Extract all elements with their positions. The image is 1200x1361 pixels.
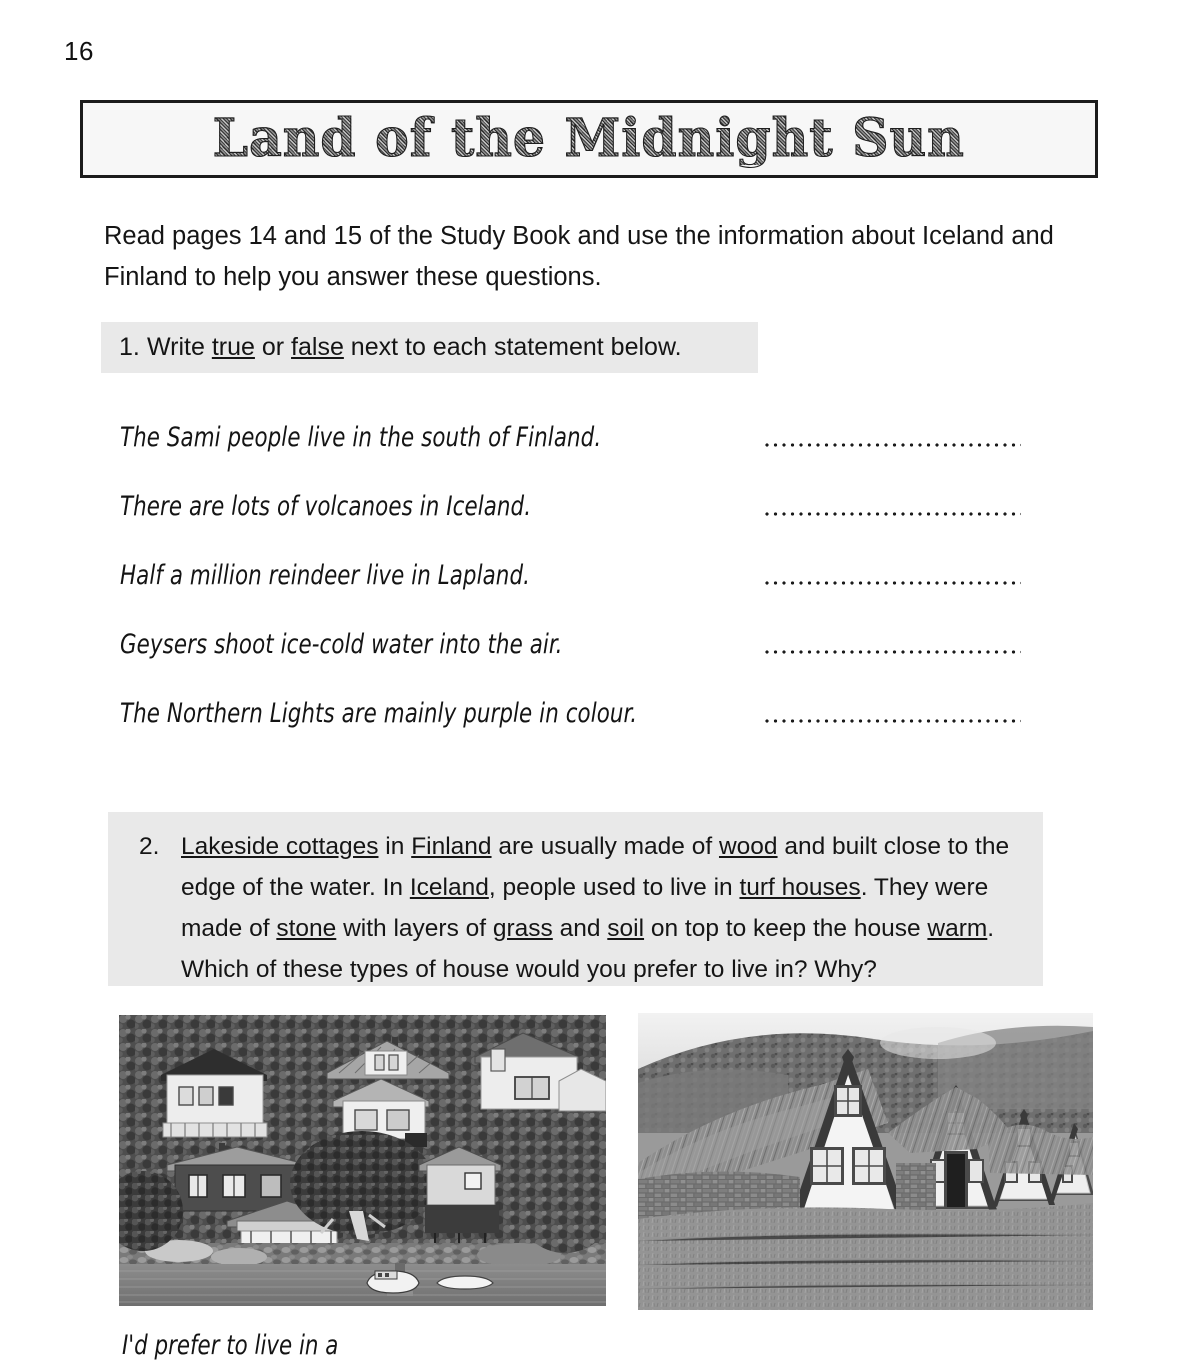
statement-row [120, 553, 1060, 622]
answer-line[interactable] [765, 650, 1021, 658]
q2-key-term: Lakeside cottages [181, 833, 379, 860]
q1-prompt-after: next to each statement below. [343, 333, 682, 361]
q2-key-term: wood [718, 833, 778, 860]
q2-key-term: warm [927, 915, 988, 942]
answer-prompt: I'd prefer to live in a [122, 1330, 339, 1361]
q2-text-run: and built close to the edge of the water. In [181, 833, 1010, 901]
intro-paragraph: Read pages 14 and 15 of the Study Book and use the information about Iceland and Finland to help you answer these questions. [104, 222, 1054, 291]
q2-key-term: turf houses [739, 874, 861, 901]
answer-line[interactable] [765, 719, 1021, 727]
question-2-block [108, 812, 1043, 986]
question-1-statements [120, 415, 1060, 760]
question-1-band [101, 322, 758, 373]
page-title: Land of the Midnight Sun [212, 108, 966, 169]
q2-text-run: , people used to live in [488, 874, 740, 901]
statement-row [120, 622, 1060, 691]
question-1-prompt [147, 333, 682, 362]
q1-word-false: false [291, 333, 344, 361]
statement-row [120, 484, 1060, 553]
answer-line[interactable] [765, 512, 1021, 520]
photo-lakeside-graphic [119, 1015, 606, 1306]
statement-text: Geysers shoot ice-cold water into the air. [120, 629, 563, 660]
page-number: 16 [64, 36, 94, 66]
photo-turf-houses [638, 1013, 1093, 1310]
q1-prompt-before: Write [147, 333, 212, 361]
q2-key-term: soil [607, 915, 645, 942]
q2-text-run: on top to keep the house [644, 915, 928, 942]
q2-key-term: Iceland [409, 874, 489, 901]
question-2-text [181, 826, 1025, 990]
q2-key-term: grass [492, 915, 553, 942]
statement-text: The Northern Lights are mainly purple in colour. [120, 698, 638, 729]
statement-row [120, 415, 1060, 484]
q2-text-run: are usually made of [491, 833, 719, 860]
question-2-number: 2. [139, 833, 160, 860]
q2-text-run: . They were made of [181, 874, 989, 942]
q2-text-run: in [378, 833, 412, 860]
statement-text: There are lots of volcanoes in Iceland. [120, 491, 532, 522]
question-1-number: 1. [119, 333, 140, 361]
q2-text-run: . Which of these types of house would you prefer to live in? Why? [181, 915, 995, 983]
photo-turf-graphic [638, 1013, 1093, 1310]
q1-word-true: true [211, 333, 255, 361]
q1-prompt-middle: or [254, 333, 292, 361]
q2-text-run: and [552, 915, 608, 942]
statement-text: The Sami people live in the south of Finland. [120, 422, 602, 453]
statement-text: Half a million reindeer live in Lapland. [120, 560, 530, 591]
q2-key-term: stone [276, 915, 337, 942]
photo-lakeside-cottages [119, 1015, 606, 1306]
statement-row [120, 691, 1060, 760]
title-banner [80, 100, 1098, 178]
q2-text-run: with layers of [336, 915, 493, 942]
answer-line[interactable] [765, 443, 1021, 451]
answer-line[interactable] [765, 581, 1021, 589]
q2-key-term: Finland [411, 833, 492, 860]
